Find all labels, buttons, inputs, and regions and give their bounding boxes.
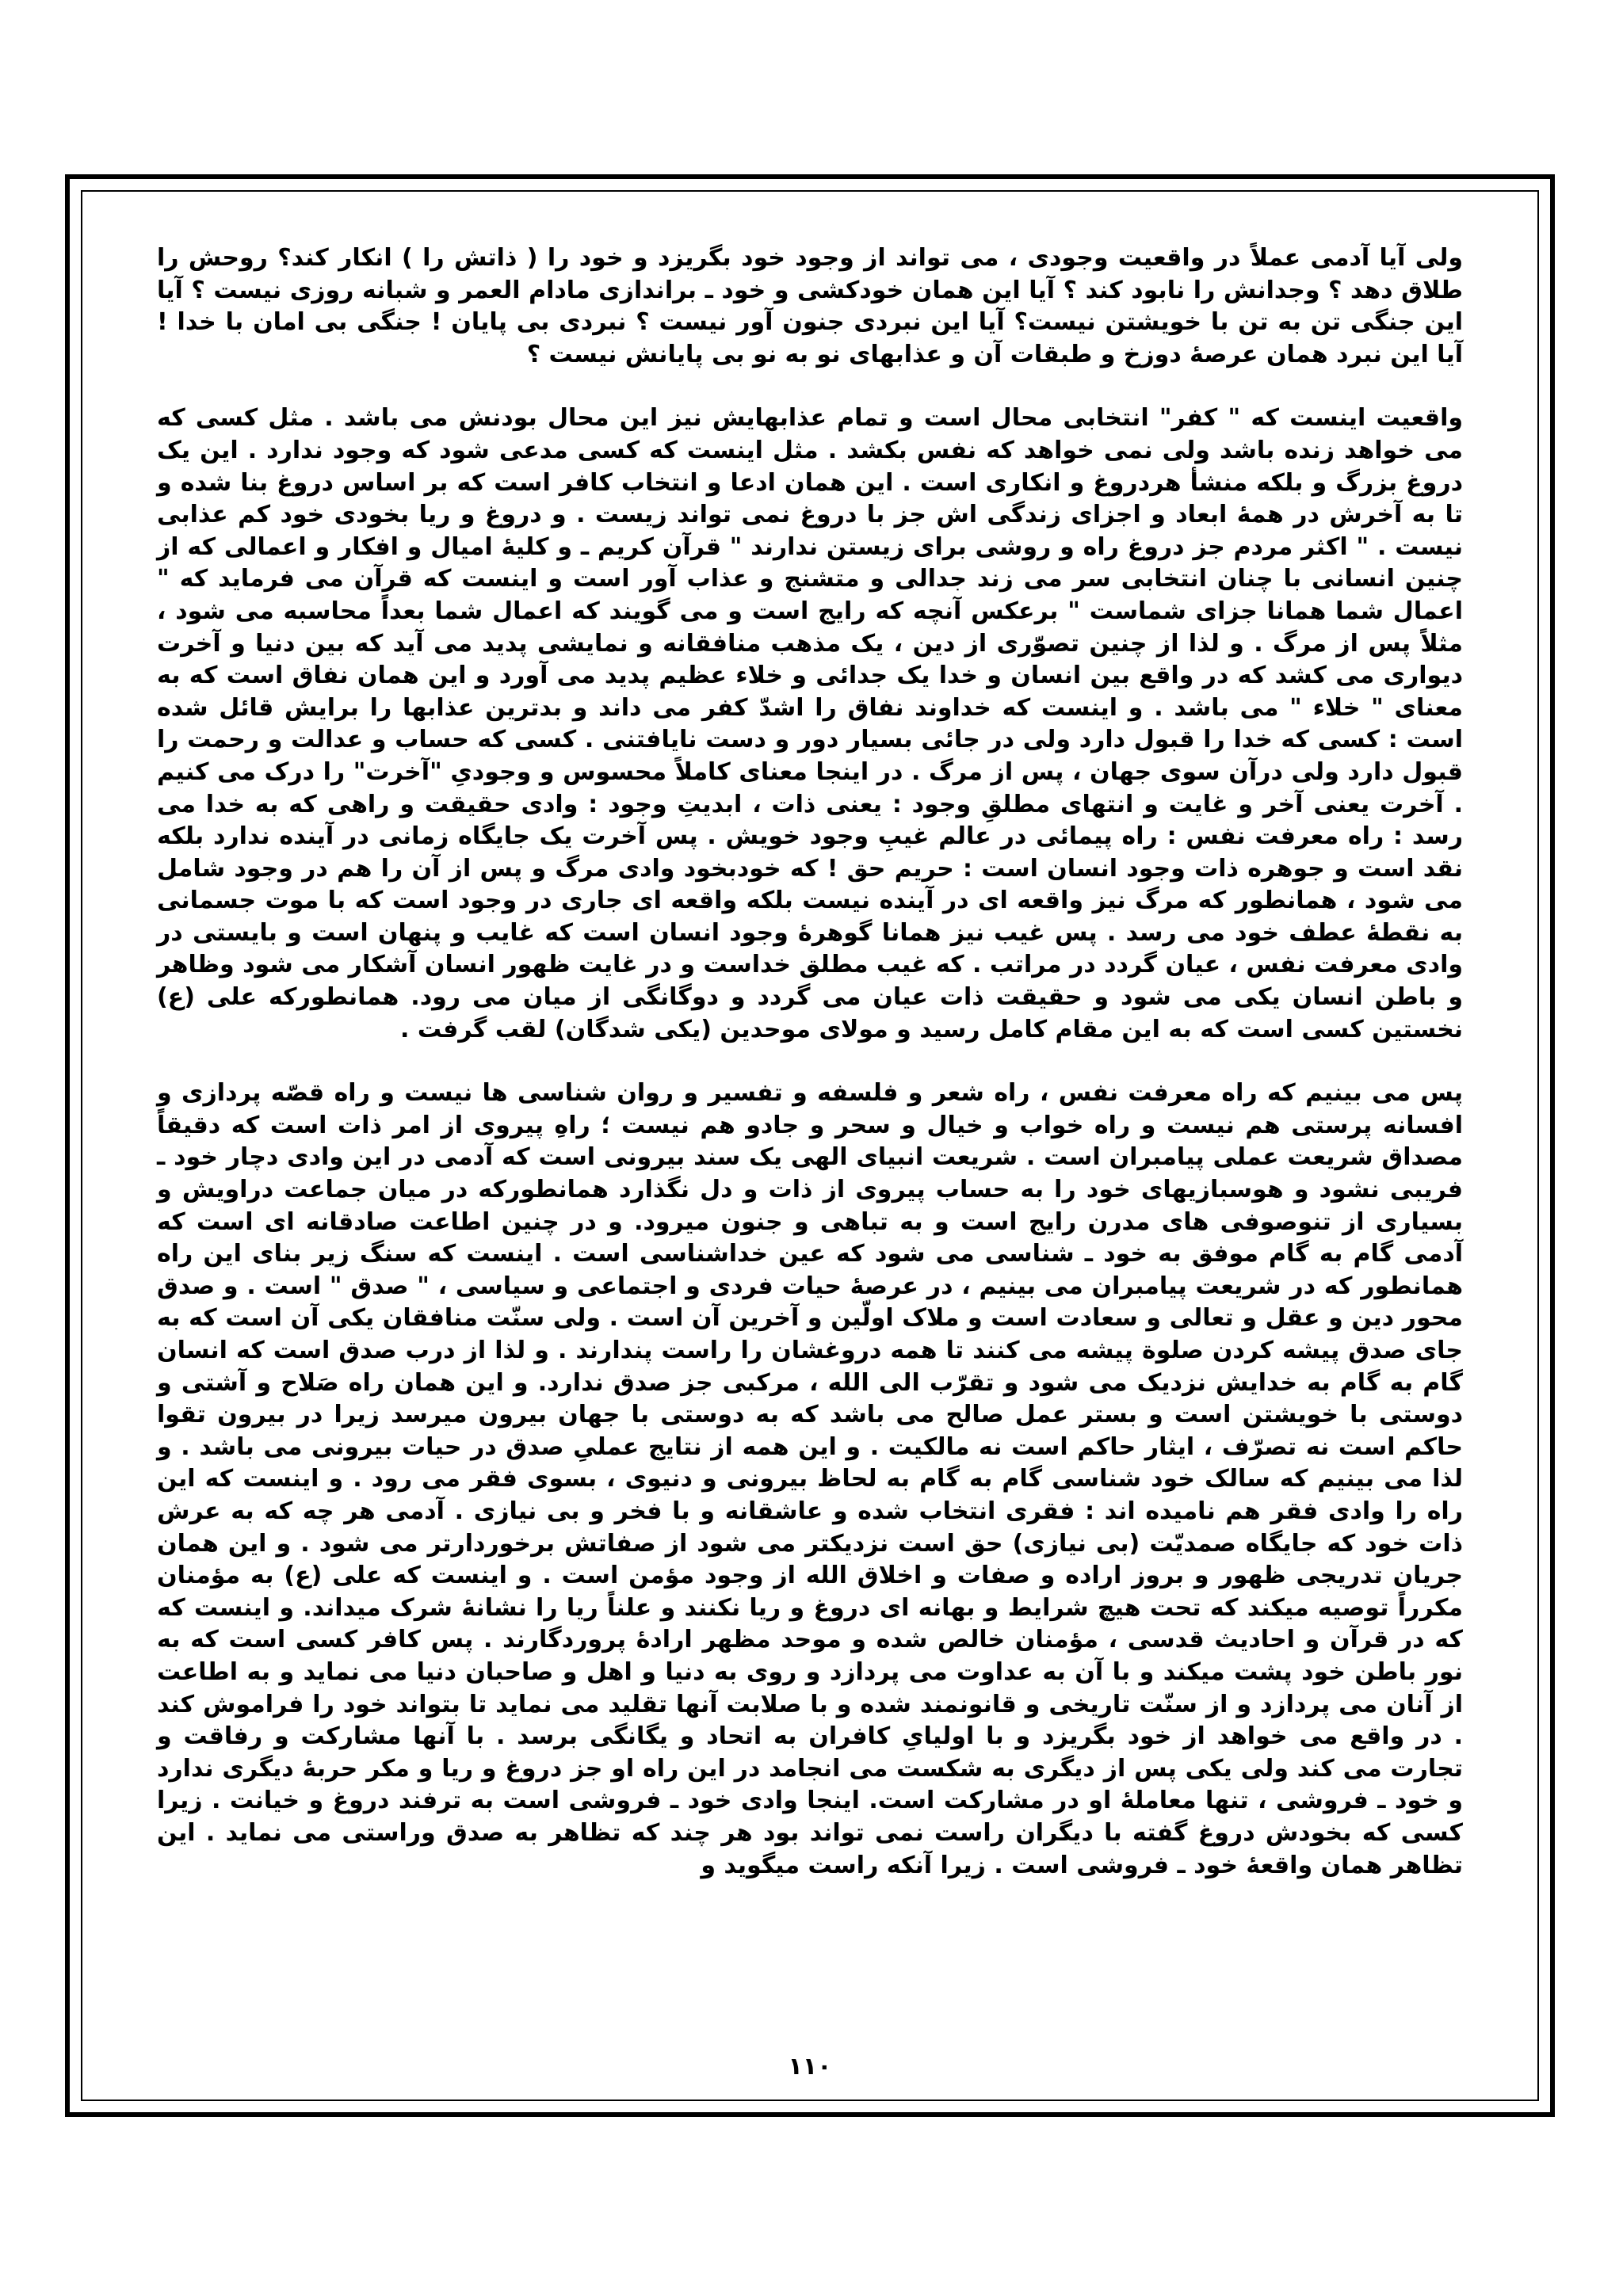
paragraph-3: پس می بینیم که راه معرفت نفس ، راه شعر و فلسفه و تفسیر و روان شناسی ها نیست و راه قصّه پردازی و افسانه پرستی هم نیست و راه خواب و خیال و سحر و جادو هم نیست ؛ راهِ پیروی از امر ذات است که دقیقاً مصداق شریعت عملی پیامبران است . شریعت انبیای الهی یک سند بیرونی است که آدمی در این وادی دچار خود ـ فریبی نشود و هوسبازیهای خود را به حساب پیروی از ذات و دل نگذارد همانطورکه در میان جماعت دراویش و بسیاری از تنوصوفی های مدرن رایج است و به تباهی و جنون میرود. و در چنین اطاعت صادقانه ای است که آدمی گام به گام موفق به خود ـ شناسی می شود که عین خداشناسی است . اینست که سنگ زیر بنای این راه همانطور که در شریعت پیامبران می بینیم ، در عرصهٔ حیات فردی و اجتماعی و سیاسی ، " صدق " است . و صدق محور دین و عقل و تعالی و سعادت است و ملاک اولّین و آخرین آن است . ولی سنّت منافقان یکی آن است که به جای صدق پیشه کردن صلوة پیشه می کنند تا همه دروغشان را راست پندارند . و لذا از درب صدق است که انسان گام به گام به خدایش نزدیک می شود و تقرّب الی الله ، مرکبی جز صدق ندارد. و این همان راه صَلاح و آشتی و دوستی با خویشتن است و بستر عمل صالح می باشد که به دوستی با جهان بیرون میرسد زیرا در بیرون تقوا حاکم است نه تصرّف ، ایثار حاکم است نه مالکیت . و این همه از نتایج عملیِ صدق در حیات بیرونی می باشد . و لذا می بینیم که سالک خود شناسی گام به گام به لحاظ بیرونی و دنیوی ، بسوی فقر می رود . و اینست که این راه را وادی فقر هم نامیده اند : فقری انتخاب شده و عاشقانه و با فخر و بی نیازی . آدمی هر چه که به عرش ذات خود که جایگاه صمدیّت (بی نیازی) حق است نزدیکتر می شود از صفاتش برخوردارتر می شود . و این همان جریان تدریجی ظهور و بروز اراده و صفات و اخلاق الله از وجود مؤمن است . و اینست که علی (ع) به مؤمنان مکرراً توصیه میکند که تحت هیچ شرایط و بهانه ای دروغ و ریا نکنند و علناً ریا را نشانهٔ شرک میداند. و اینست که که در قرآن و احادیث قدسی ، مؤمنان خالص شده و موحد مظهر ارادهٔ پروردگارند . پس کافر کسی است که به نور باطن خود پشت میکند و با آن به عداوت می پردازد و روی به دنیا و اهل و صاحبان دنیا می نماید و به اطاعت از آنان می پردازد و از سنّت تاریخی و قانونمند شده و با صلابت آنها تقلید می نماید تا بتواند خود را فراموش کند . در واقع می خواهد از خود بگریزد و با اولیایِ کافران به اتحاد و یگانگی برسد . با آنها مشارکت و رفاقت و تجارت می کند ولی یکی پس از دیگری به شکست می انجامد در این راه او جز دروغ و ریا و مکر حربهٔ دیگری ندارد و خود ـ فروشی ، تنها معاملهٔ او در مشارکت است. اینجا وادی خود ـ فروشی است به ترفند دروغ و خیانت . زیرا کسی که بخودش دروغ گفته با دیگران راست نمی تواند بود هر چند که تظاهر به صدق وراستی می نماید . این تظاهر همان واقعهٔ خود ـ فروشی است . زیرا آنکه راست میگوید و [157,1079,1463,1879]
paragraph-1: ولی آیا آدمی عملاً در واقعیت وجودی ، می تواند از وجود خود بگریزد و خود را ( ذاتش را ) انکار کند؟ روحش را طلاق دهد ؟ وجدانش را نابود کند ؟ آیا این همان خودکشی و خود ـ براندازی مادام العمر و شبانه روزی نیست ؟ آیا این جنگی تن به تن با خویشتن نیست؟ آیا این نبردی جنون آور نیست ؟ نبردی بی پایان ! جنگی بی امان با خدا ! آیا این نبرد همان عرصهٔ دوزخ و طبقات آن و عذابهای نو به نو بی پایانش نیست ؟ [157,244,1463,368]
document-body [157,242,1463,1913]
page-border [65,174,1555,2117]
page-number: ۱۱۰ [788,2053,832,2081]
paragraph-2: واقعیت اینست که " کفر" انتخابی محال است و تمام عذابهایش نیز این محال بودنش می باشد . مثل کسی که می خواهد زنده باشد ولی نمی خواهد که نفس بکشد . مثل اینست که کسی مدعی شود که وجود ندارد . این یک دروغ بزرگ و بلکه منشأ هردروغ و انکاری است . این همان ادعا و انتخاب کافر است که بر اساس دروغ بنا شده و تا به آخرش در همهٔ ابعاد و اجزای زندگی اش جز با دروغ نمی تواند زیست . و دروغ و ریا بخودی خود کم عذابی نیست . " اکثر مردم جز دروغ راه و روشی برای زیستن ندارند " قرآن کریم ـ و کلیهٔ امیال و افکار و اعمالی که از چنین انسانی با چنان انتخابی سر می زند جدالی و متشنج و عذاب آور است و اینست که قرآن می فرماید که " اعمال شما همانا جزای شماست " برعکس آنچه که رایج است و می گویند که اعمال شما بعداً محاسبه می شود ، مثلاً پس از مرگ . و لذا از چنین تصوّری از دین ، یک مذهب منافقانه و نمایشی پدید می آید که بین دنیا و آخرت دیواری می کشد که در واقع بین انسان و خدا یک جدائی و خلاء عظیم پدید می آورد و این همان نفاق است که به معنای " خلاء " می باشد . و اینست که خداوند نفاق را اشدّ کفر می داند و بدترین عذابها را برایش قائل شده است : کسی که خدا را قبول دارد ولی در جائی بسیار دور و دست نایافتنی . کسی که حساب و عدالت و رحمت را قبول دارد ولی درآن سوی جهان ، پس از مرگ . در اینجا معنای کاملاً محسوس و وجودیِ "آخرت" را درک می کنیم . آخرت یعنی آخر و غایت و انتهای مطلقِ وجود : یعنی ذات ، ابدیتِ وجود : وادی حقیقت و راهی که به خدا می رسد : راه معرفت نفس : راه پیمائی در عالم غیبِ وجود خویش . پس آخرت یک جایگاه زمانی در آینده ندارد بلکه نقد است و جوهره ذات وجود انسان است : حریم حق ! که خودبخود وادی مرگ و پس از آن را هم در وجود شامل می شود ، همانطور که مرگ نیز واقعه ای در آینده نیست بلکه واقعه ای جاری در وجود است که با موت جسمانی به نقطهٔ عطف خود می رسد . پس غیب نیز همانا گوهرهٔ وجود انسان است که غایب و پنهان است و بایستی در وادی معرفت نفس ، عیان گردد در مراتب . که غیب مطلق خداست و در غایت ظهور انسان آشکار می شود وظاهر و باطن انسان یکی می شود و حقیقت ذات عیان می گردد و دوگانگی از میان می رود. همانطورکه علی (ع) نخستین کسی است که به این مقام کامل رسید و مولای موحدین (یکی شدگان) لقب گرفت . [157,404,1463,1043]
